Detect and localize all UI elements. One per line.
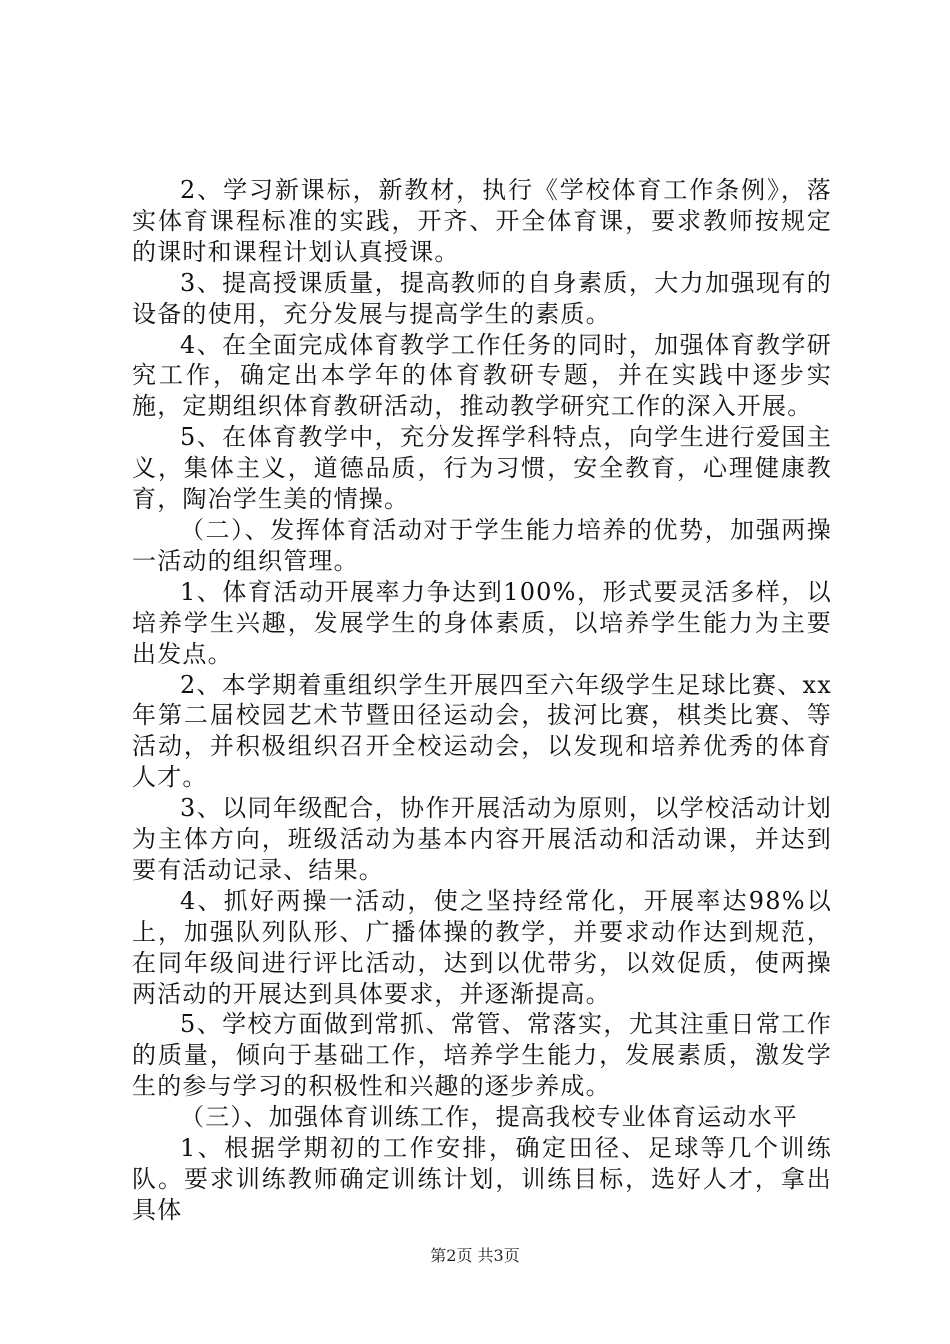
- paragraph-item-3: 3、提高授课质量，提高教师的自身素质，大力加强现有的设备的使用，充分发展与提高学生的素质。: [132, 268, 832, 328]
- paragraph-item-2-2: 2、本学期着重组织学生开展四至六年级学生足球比赛、xx年第二届校园艺术节暨田径运动会，拔河比赛，棋类比赛、等活动，并积极组织召开全校运动会，以发现和培养优秀的体育人才。: [132, 670, 832, 792]
- paragraph-item-3-1: 1、根据学期初的工作安排，确定田径、足球等几个训练队。要求训练教师确定训练计划，训练目标，选好人才，拿出具体: [132, 1134, 832, 1224]
- paragraph-item-2-5: 5、学校方面做到常抓、常管、常落实，尤其注重日常工作的质量，倾向于基础工作，培养学生能力，发展素质，激发学生的参与学习的积极性和兴趣的逐步养成。: [132, 1010, 832, 1101]
- document-body: [132, 175, 832, 1226]
- section-heading-2: （二）、发挥体育活动对于学生能力培养的优势，加强两操一活动的组织管理。: [132, 515, 832, 575]
- section-heading-3: （三）、加强体育训练工作，提高我校专业体育运动水平: [180, 1103, 798, 1132]
- page-number-footer: 第2页 共3页: [430, 1246, 520, 1265]
- paragraph-item-2-3: 3、以同年级配合，协作开展活动为原则，以学校活动计划为主体方向，班级活动为基本内容开展活动和活动课，并达到要有活动记录、结果。: [132, 794, 832, 884]
- paragraph-item-2-1: 1、体育活动开展率力争达到100%，形式要灵活多样，以培养学生兴趣，发展学生的身体素质，以培养学生能力为主要出发点。: [132, 577, 832, 668]
- paragraph-item-5: 5、在体育教学中，充分发挥学科特点，向学生进行爱国主义，集体主义，道德品质，行为习惯，安全教育，心理健康教育，陶冶学生美的情操。: [132, 423, 832, 514]
- paragraph-item-2-4: 4、抓好两操一活动，使之坚持经常化，开展率达98%以上，加强队列队形、广播体操的教学，并要求动作达到规范，在同年级间进行评比活动，达到以优带劣，以效促质，使两操两活动的开展达到具体要求，并逐渐提高。: [132, 886, 832, 1008]
- paragraph-item-4: 4、在全面完成体育教学工作任务的同时，加强体育教学研究工作，确定出本学年的体育教研专题，并在实践中逐步实施，定期组织体育教研活动，推动教学研究工作的深入开展。: [132, 330, 832, 421]
- paragraph-item-2: 2、学习新课标，新教材，执行《学校体育工作条例》，落实体育课程标准的实践，开齐、开全体育课，要求教师按规定的课时和课程计划认真授课。: [132, 176, 832, 266]
